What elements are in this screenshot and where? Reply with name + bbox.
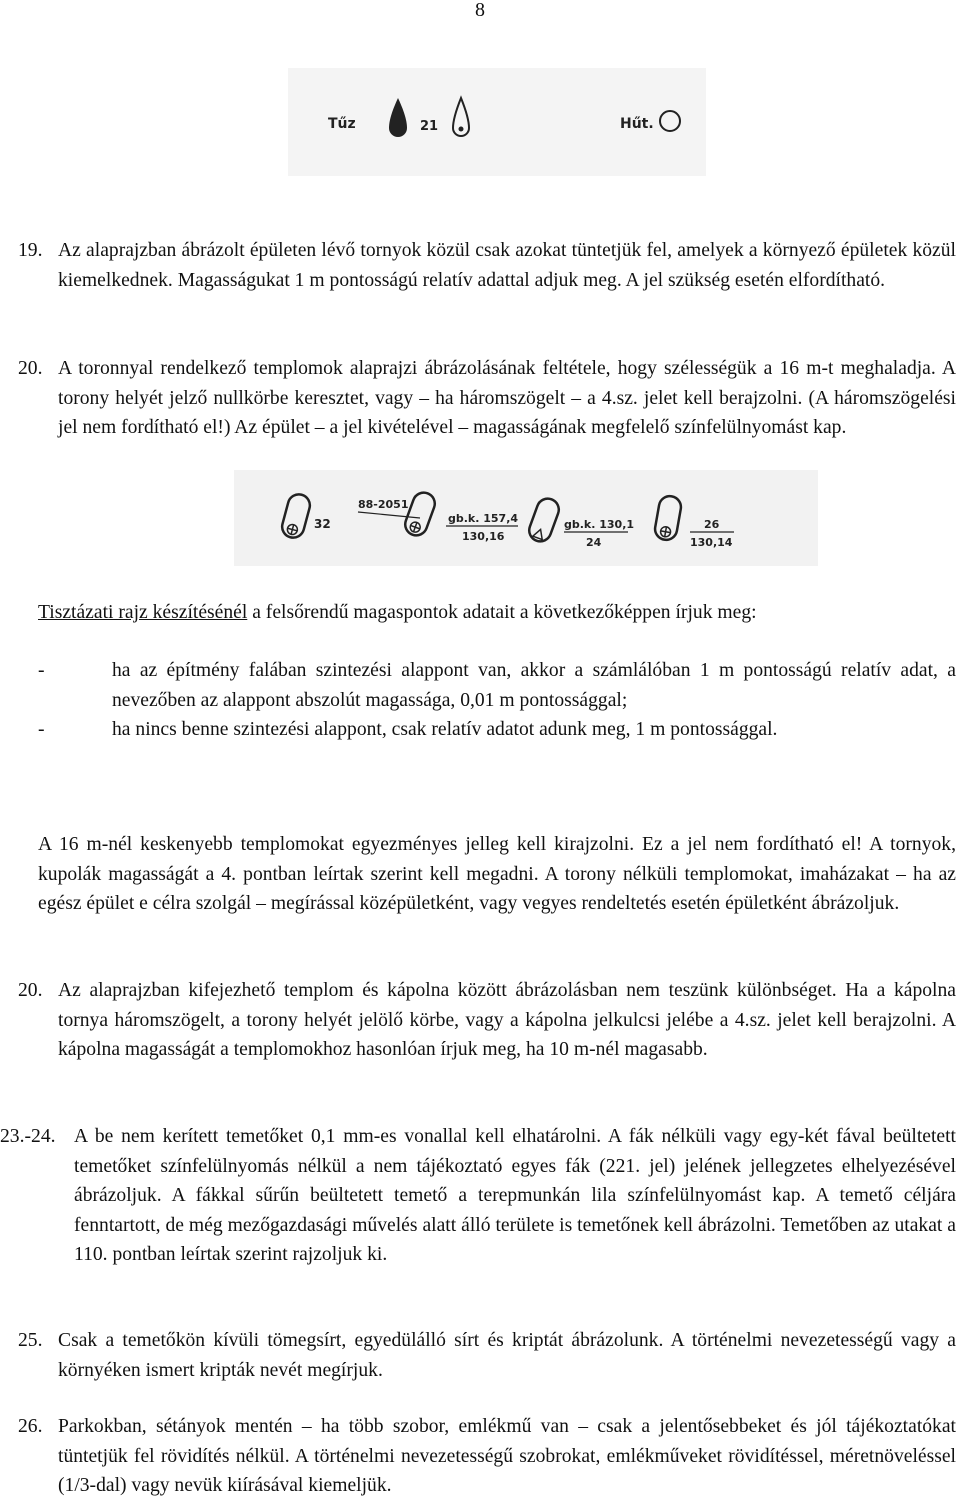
label-88-2051: 88-2051 (358, 498, 409, 511)
label-21: 21 (420, 119, 439, 134)
label-gbk-130: gb.k. 130,1 (564, 518, 635, 531)
label-26: 26 (704, 518, 720, 531)
paragraph-20a (18, 354, 956, 443)
paragraph-25 (18, 1326, 956, 1385)
label-gbk-157: gb.k. 157,4 (448, 512, 519, 525)
church-symbol-3 (526, 496, 562, 545)
paragraph-text: A toronnyal rendelkező templomok alaprajzi ábrázolásának feltétele, hogy szélességük a 16 m-t meghaladja. A torony helyét jelző nullkörbe keresztet, vagy – ha háromszögelt – a 4.sz. jelet kell berajzolni. (A háromszögelési jel nem fordítható el!) Az épület – a jel kivételével – magasságának megfelelő színfelülnyomást kap. (58, 358, 956, 438)
list-item-text: ha nincs benne szintezési alappont, csak relatív adatot adunk meg, 1 m pontossággal. (112, 719, 778, 740)
label-130-16: 130,16 (462, 530, 505, 543)
church-symbol-2 (402, 490, 438, 539)
paragraph-16m (38, 830, 956, 919)
paragraph-text: A 16 m-nél keskenyebb templomokat egyezményes jelleg kell kirajzolni. Ez a jel nem fordítható el! A tornyok, kupolák magasságát a 4. pontban leírtak szerint kell megadni. A torony nélküli templomokat, imaházakat – ha az egész épület e célra szolgál – megírással középületként, vagy vegyes rendeltetés esetén épületként ábrázoljuk. (38, 834, 956, 914)
paragraph-26 (18, 1412, 956, 1501)
list-item-text: ha az építmény falában szintezési alappont van, akkor a számlálóban 1 m pontosságú relatív adat, a nevezőben az alappont abszolút magassága, 0,01 m pontossággal; (112, 660, 956, 711)
label-32: 32 (314, 517, 331, 531)
list-item (38, 715, 956, 745)
church-symbol-4 (653, 494, 682, 541)
paragraph-text: a felsőrendű magaspontok adatait a következőképpen írjuk meg: (247, 602, 757, 623)
label-tuz: Tűz (328, 116, 356, 132)
label-130-14: 130,14 (690, 536, 733, 549)
paragraph-number: 19. (18, 240, 43, 261)
label-24: 24 (586, 536, 602, 549)
paragraph-20b (18, 976, 956, 1065)
list-dash: - (38, 719, 45, 740)
paragraph-number: 25. (18, 1330, 43, 1351)
church-symbols-figure (234, 470, 818, 566)
paragraph-19 (18, 236, 956, 295)
paragraph-text: Az alaprajzban ábrázolt épületen lévő tornyok közül csak azokat tüntetjük fel, amelyek a környező épületek közül kiemelkednek. Magasságukat 1 m pontosságú relatív adattal adjuk meg. A jel szükség esetén elfordítható. (58, 240, 956, 291)
paragraph-text: Parkokban, sétányok mentén – ha több szobor, emlékmű van – csak a jelentősebbeket és jól tájékoztatókat tüntetjük fel rövidítés nélkül. A történelmi nevezetességű szobrokat, emlékműveket rövidítéssel, méretnöveléssel (1/3-dal) vagy nevük kiírásával kiemeljük. (58, 1416, 956, 1496)
paragraph-23-24 (0, 1122, 956, 1270)
label-hut: Hűt. (620, 116, 654, 132)
tisztazati-paragraph (38, 598, 956, 628)
paragraph-number: 26. (18, 1416, 43, 1437)
paragraph-text: Csak a temetőkön kívüli tömegsírt, egyedülálló sírt és kriptát ábrázolunk. A történelmi nevezetességű vagy a környéken ismert kripták nevét megírjuk. (58, 1330, 956, 1381)
magaspont-list (38, 656, 956, 745)
tower-symbols-figure (288, 68, 706, 176)
paragraph-number: 20. (18, 358, 43, 379)
hollow-circle-icon (660, 111, 680, 131)
church-symbol-1 (280, 492, 313, 540)
paragraph-text: Az alaprajzban kifejezhető templom és kápolna között ábrázolásban nem teszünk különbséget. Ha a kápolna tornya háromszögelt, a torony helyét jelölő körbe, vagy a kápolna jelkulcsi jelébe a 4.sz. jelet kell berajzolni. A kápolna magasságát a templomokhoz hasonlóan írjuk meg, ha 10 m-nél magasabb. (58, 980, 956, 1060)
underlined-heading: Tisztázati rajz készítésénél (38, 602, 248, 623)
paragraph-text: A be nem kerített temetőket 0,1 mm-es vonallal kell elhatárolni. A fák nélküli vagy egy-két fával beültetett temetőket színfelülnyomás nélkül a nem tájékoztató egyes fák (221. jel) jelének jellegzetes elhelyezésével ábrázoljuk. A fákkal sűrűn beültetett temető a terepmunkán lila színfelülnyomást kap. A temető céljára fenntartott, de még mezőgazdasági művelés alatt álló területe is temetőnek kell ábrázolni. Temetőben az utakat a 110. pontban leírtak szerint rajzoljuk ki. (74, 1126, 956, 1265)
list-dash: - (38, 660, 45, 681)
page-number: 8 (475, 0, 485, 21)
filled-tower-icon (389, 98, 407, 137)
paragraph-number: 23.-24. (0, 1126, 56, 1147)
list-item (38, 656, 956, 715)
paragraph-number: 20. (18, 980, 43, 1001)
